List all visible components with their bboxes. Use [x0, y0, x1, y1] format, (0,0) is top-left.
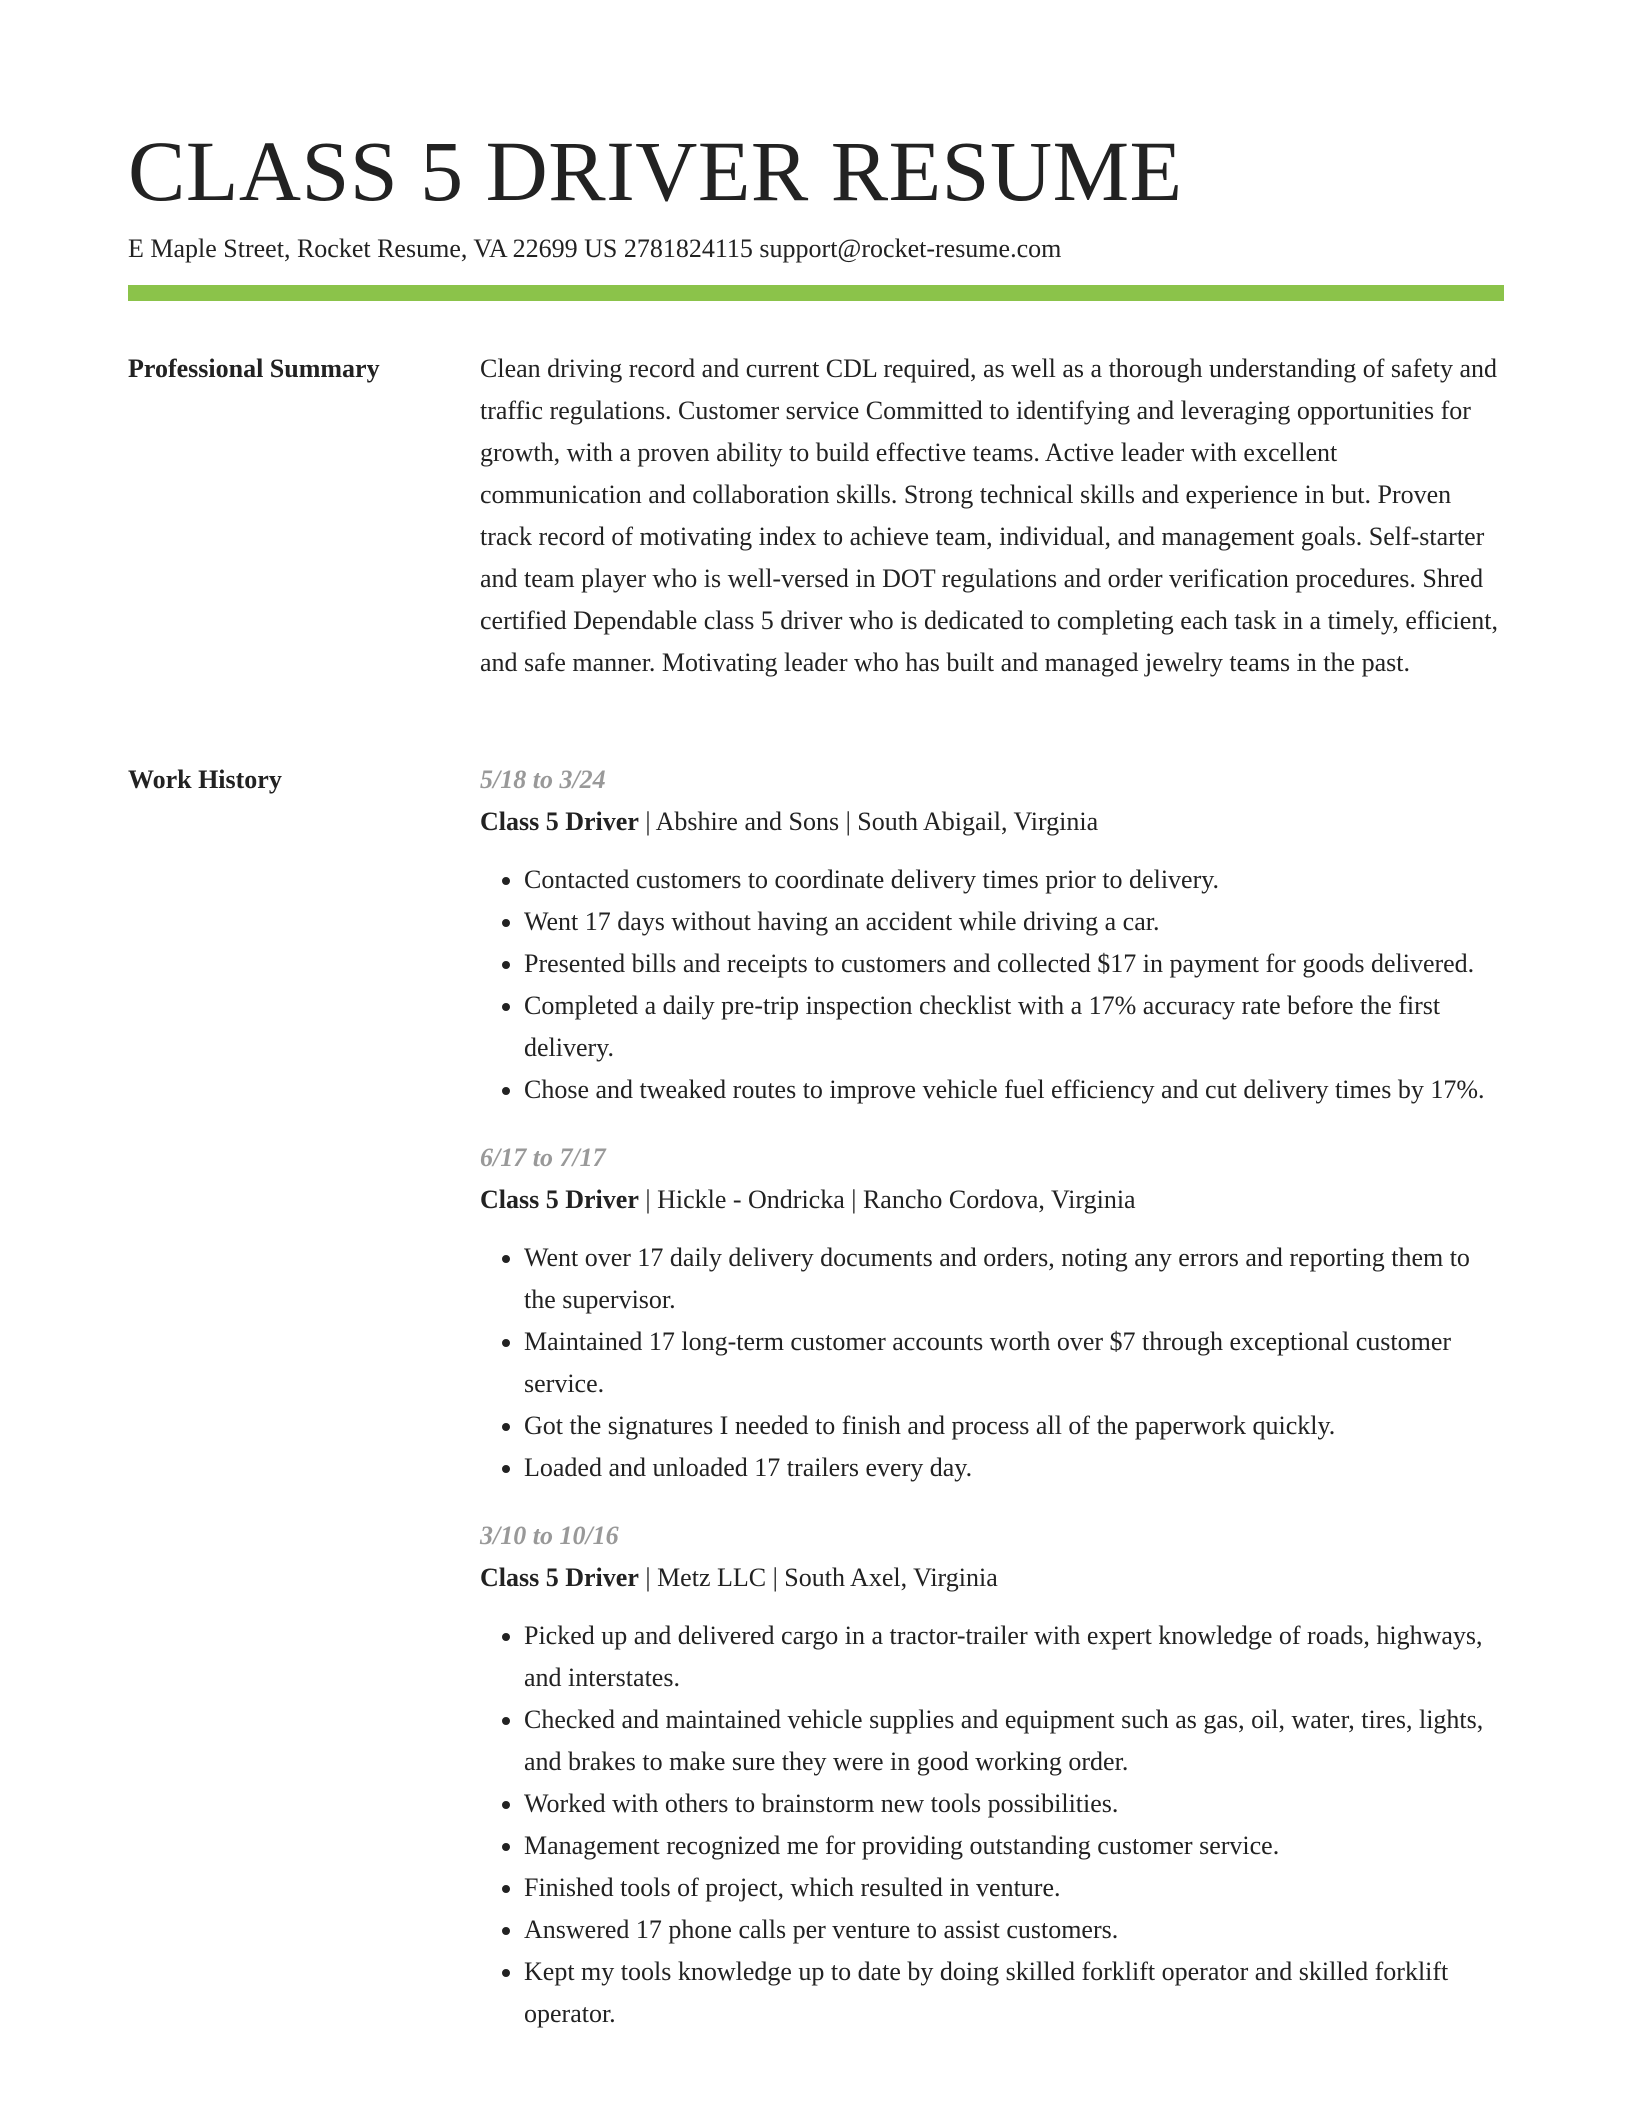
job-details: | Hickle - Ondricka | Rancho Cordova, Virginia	[638, 1185, 1136, 1214]
job-title-line	[480, 801, 1504, 843]
job-details: | Metz LLC | South Axel, Virginia	[638, 1563, 998, 1592]
work-history-heading: Work History	[128, 765, 282, 794]
list-item: • Got the signatures I needed to finish and process all of the paperwork quickly.	[524, 1405, 1504, 1447]
summary-text: Clean driving record and current CDL required, as well as a thorough understanding of safety and traffic regulations. Customer service Committed to identifying and leveraging opportunities for growth, with a proven ability to build effective teams. Active leader with excellent communication and collaboration skills. Strong technical skills and experience in but. Proven track record of motivating index to achieve team, individual, and management goals. Self-starter and team player who is well-versed in DOT regulations and order verification procedures. Shred certified Dependable class 5 driver who is dedicated to completing each task in a timely, efficient, and safe manner. Motivating leader who has built and managed jewelry teams in the past.	[480, 354, 1498, 677]
work-history-body	[480, 759, 1504, 2061]
list-item: • Worked with others to brainstorm new tools possibilities.	[524, 1783, 1504, 1825]
summary-heading: Professional Summary	[128, 354, 380, 383]
list-item: • Picked up and delivered cargo in a tractor-trailer with expert knowledge of roads, highways, and interstates.	[524, 1615, 1504, 1699]
job-bullets	[480, 1615, 1504, 2035]
list-item: • Contacted customers to coordinate delivery times prior to delivery.	[524, 859, 1504, 901]
job-bullets	[480, 1237, 1504, 1489]
contact-line: E Maple Street, Rocket Resume, VA 22699 US 2781824115 support@rocket-resume.com	[128, 234, 1062, 263]
list-item: • Presented bills and receipts to customers and collected $17 in payment for goods delivered.	[524, 943, 1504, 985]
job-dates: 5/18 to 3/24	[480, 765, 606, 794]
list-item: • Chose and tweaked routes to improve vehicle fuel efficiency and cut delivery times by 17%.	[524, 1069, 1504, 1111]
job-details: | Abshire and Sons | South Abigail, Virginia	[638, 807, 1099, 836]
list-item: • Kept my tools knowledge up to date by doing skilled forklift operator and skilled forklift operator.	[524, 1951, 1504, 2035]
job-title-line	[480, 1179, 1504, 1221]
list-item: • Checked and maintained vehicle supplies and equipment such as gas, oil, water, tires, lights, and brakes to make sure they were in good working order.	[524, 1699, 1504, 1783]
list-item: • Finished tools of project, which resulted in venture.	[524, 1867, 1504, 1909]
job-dates: 6/17 to 7/17	[480, 1143, 606, 1172]
summary-body	[480, 348, 1504, 684]
job-title-line	[480, 1557, 1504, 1599]
list-item: • Answered 17 phone calls per venture to assist customers.	[524, 1909, 1504, 1951]
job-entry	[480, 759, 1504, 1111]
list-item: • Maintained 17 long-term customer accounts worth over $7 through exceptional customer service.	[524, 1321, 1504, 1405]
job-dates: 3/10 to 10/16	[480, 1521, 619, 1550]
job-title: Class 5 Driver	[480, 1563, 639, 1592]
list-item: • Completed a daily pre-trip inspection checklist with a 17% accuracy rate before the first delivery.	[524, 985, 1504, 1069]
job-entry	[480, 1137, 1504, 1489]
list-item: • Management recognized me for providing outstanding customer service.	[524, 1825, 1504, 1867]
list-item: • Loaded and unloaded 17 trailers every day.	[524, 1447, 1504, 1489]
job-entry	[480, 1515, 1504, 2035]
job-title: Class 5 Driver	[480, 1185, 639, 1214]
job-bullets	[480, 859, 1504, 1111]
list-item: • Went 17 days without having an accident while driving a car.	[524, 901, 1504, 943]
accent-divider	[128, 285, 1504, 301]
job-title: Class 5 Driver	[480, 807, 639, 836]
resume-title: CLASS 5 DRIVER RESUME	[128, 123, 1183, 219]
list-item: • Went over 17 daily delivery documents and orders, noting any errors and reporting them to the supervisor.	[524, 1237, 1504, 1321]
